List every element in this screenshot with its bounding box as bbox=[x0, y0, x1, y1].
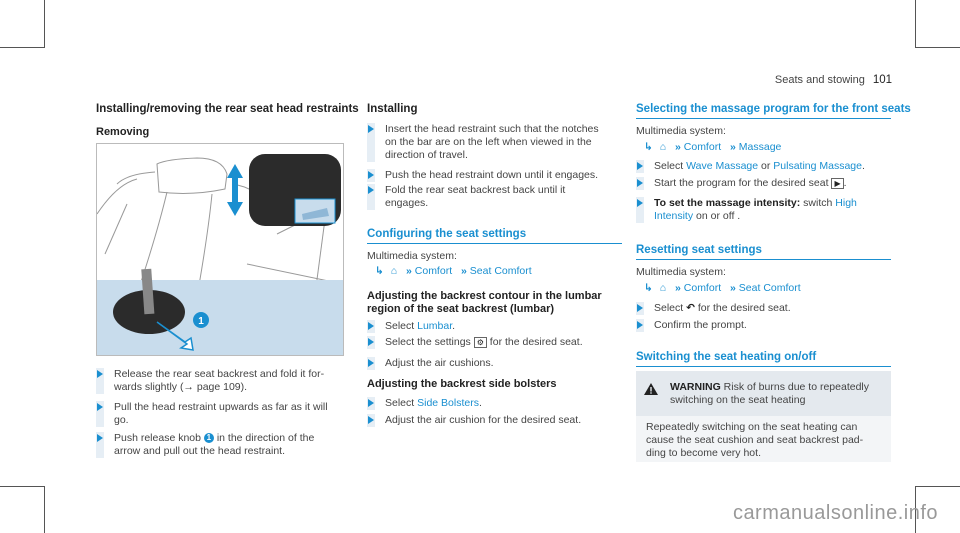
step-text: . bbox=[478, 397, 482, 409]
remove-step-3 bbox=[96, 432, 346, 458]
warning-body-line: cause the seat cushion and seat backrest pad- bbox=[646, 434, 864, 446]
reset-step-2 bbox=[636, 319, 891, 332]
step-arrow-icon bbox=[97, 370, 103, 378]
remove-step-1 bbox=[96, 368, 346, 394]
lumbar-step-3 bbox=[367, 357, 622, 370]
step-text: or bbox=[758, 160, 774, 172]
seat-drawing bbox=[97, 144, 343, 355]
step-text: Select bbox=[654, 302, 687, 314]
step-arrow-icon bbox=[97, 434, 103, 442]
nav-seat-comfort[interactable]: Seat Comfort bbox=[469, 265, 532, 277]
bolster-title: Adjusting the backrest side bolsters bbox=[367, 378, 557, 390]
massage-section-title: Selecting the massage program for the front seats bbox=[636, 103, 911, 115]
lumbar-step-1 bbox=[367, 320, 622, 333]
page-header bbox=[775, 74, 892, 86]
home-icon: ⌂ bbox=[390, 265, 398, 277]
step-arrow-icon bbox=[637, 162, 643, 170]
nav-enter-icon: ↳ bbox=[644, 141, 653, 153]
warning-line: switching on the seat heating bbox=[670, 394, 806, 406]
step-text: Push the head restraint down until it engages. bbox=[385, 169, 599, 181]
step-arrow-icon bbox=[637, 321, 643, 329]
heating-section-title: Switching the seat heating on/off bbox=[636, 351, 817, 363]
watermark: carmanualsonline.info bbox=[732, 502, 938, 524]
nav-path bbox=[644, 282, 801, 294]
warning-body-text bbox=[646, 421, 886, 460]
play-icon: ▶ bbox=[831, 178, 843, 189]
bolster-step-2 bbox=[367, 414, 622, 427]
nav-comfort[interactable]: Comfort bbox=[683, 141, 722, 153]
nav-path bbox=[375, 265, 532, 277]
massage-step-1 bbox=[636, 160, 891, 173]
nav-sep-icon: » bbox=[675, 141, 681, 153]
step-text: Confirm the prompt. bbox=[654, 319, 747, 331]
nav-seat-comfort[interactable]: Seat Comfort bbox=[738, 282, 801, 294]
step-text: Select bbox=[654, 160, 687, 172]
warning-label: WARNING bbox=[670, 381, 721, 393]
high-link[interactable]: High bbox=[835, 197, 857, 209]
nav-path bbox=[644, 141, 781, 153]
step-arrow-icon bbox=[637, 304, 643, 312]
step-text: Insert the head restraint such that the notches bbox=[385, 123, 599, 135]
nav-comfort[interactable]: Comfort bbox=[414, 265, 453, 277]
crop-mark bbox=[44, 0, 45, 48]
reset-icon: ↶ bbox=[686, 302, 695, 314]
lumbar-step-2 bbox=[367, 336, 622, 349]
massage-step-2 bbox=[636, 177, 891, 190]
nav-comfort[interactable]: Comfort bbox=[683, 282, 722, 294]
lumbar-title-line: region of the seat backrest (lumbar) bbox=[367, 303, 555, 315]
warning-body-line: Repeatedly switching on the seat heating can bbox=[646, 421, 858, 433]
step-text: Start the program for the desired seat bbox=[654, 177, 832, 189]
nav-sep-icon: » bbox=[406, 265, 412, 277]
step-text: Pull the head restraint upwards as far as it will bbox=[114, 401, 328, 413]
settings-icon: ⚙ bbox=[474, 337, 487, 348]
section-underline bbox=[367, 243, 622, 244]
crop-mark bbox=[915, 486, 960, 487]
remove-step-2 bbox=[96, 401, 346, 427]
warning-header bbox=[636, 371, 891, 416]
lumbar-title-line: Adjusting the backrest contour in the lumbar bbox=[367, 290, 602, 302]
step-text: Adjust the air cushions. bbox=[385, 357, 494, 369]
crop-mark bbox=[0, 47, 45, 48]
crop-mark bbox=[915, 0, 916, 48]
crop-mark bbox=[915, 47, 960, 48]
head-restraint-illustration bbox=[96, 143, 344, 356]
step-text: Push release knob bbox=[114, 432, 204, 444]
step-arrow-icon bbox=[97, 403, 103, 411]
nav-massage[interactable]: Massage bbox=[738, 141, 782, 153]
page-number: 101 bbox=[872, 74, 892, 86]
lumbar-link[interactable]: Lumbar bbox=[417, 320, 453, 332]
warning-body bbox=[636, 416, 891, 462]
step-arrow-icon bbox=[368, 359, 374, 367]
home-icon: ⌂ bbox=[659, 282, 667, 294]
subsection-title: Removing bbox=[96, 126, 150, 138]
crop-mark bbox=[0, 486, 45, 487]
nav-sep-icon: » bbox=[730, 282, 736, 294]
warning-text bbox=[670, 381, 890, 407]
step-arrow-icon bbox=[368, 416, 374, 424]
figure-callout-1: 1 bbox=[198, 316, 204, 327]
installing-title: Installing bbox=[367, 103, 418, 115]
step-arrow-icon bbox=[368, 399, 374, 407]
warning-body-line: ding to become very hot. bbox=[646, 447, 761, 459]
pulsating-massage-link[interactable]: Pulsating Massage bbox=[773, 160, 862, 172]
nav-sep-icon: » bbox=[675, 282, 681, 294]
step-text: Select the settings bbox=[385, 336, 474, 348]
step-text: arrow and pull out the head restraint. bbox=[114, 445, 286, 457]
massage-step-3 bbox=[636, 197, 891, 223]
bolster-step-1 bbox=[367, 397, 622, 410]
step-text: direction of travel. bbox=[385, 149, 468, 161]
reset-section-title: Resetting seat settings bbox=[636, 244, 762, 256]
step-text: in the direction of the bbox=[213, 432, 315, 444]
nav-sep-icon: » bbox=[461, 265, 467, 277]
intensity-link[interactable]: Intensity bbox=[654, 210, 694, 222]
step-text: Fold the rear seat backrest back until it bbox=[385, 184, 566, 196]
step-text: switch bbox=[800, 197, 836, 209]
section-underline bbox=[636, 366, 891, 367]
step-arrow-icon bbox=[368, 186, 374, 194]
wave-massage-link[interactable]: Wave Massage bbox=[686, 160, 759, 172]
step-text: engages. bbox=[385, 197, 429, 209]
side-bolsters-link[interactable]: Side Bolsters bbox=[417, 397, 479, 409]
config-section-title: Configuring the seat settings bbox=[367, 228, 527, 240]
step-arrow-icon bbox=[368, 338, 374, 346]
step-text: on the bar are on the left when viewed in the bbox=[385, 136, 592, 148]
section-underline bbox=[636, 118, 891, 119]
warning-triangle-icon bbox=[644, 383, 658, 395]
multimedia-label: Multimedia system: bbox=[636, 125, 726, 137]
callout-1-icon: 1 bbox=[204, 433, 214, 443]
step-arrow-icon bbox=[637, 199, 643, 207]
home-icon: ⌂ bbox=[659, 141, 667, 153]
install-step-3 bbox=[367, 184, 622, 210]
header-section: Seats and stowing bbox=[774, 74, 865, 86]
reset-step-1 bbox=[636, 302, 891, 315]
warning-line: Risk of burns due to repeatedly bbox=[720, 381, 870, 393]
multimedia-label: Multimedia system: bbox=[367, 250, 457, 262]
step-text: on or off . bbox=[693, 210, 741, 222]
step-text: Adjust the air cushion for the desired seat. bbox=[385, 414, 582, 426]
step-text: Select bbox=[385, 320, 418, 332]
multimedia-label: Multimedia system: bbox=[636, 266, 726, 278]
step-text: Select bbox=[385, 397, 418, 409]
nav-sep-icon: » bbox=[730, 141, 736, 153]
nav-enter-icon: ↳ bbox=[644, 282, 653, 294]
crop-mark bbox=[44, 486, 45, 533]
step-text-bold: To set the massage intensity: bbox=[654, 197, 801, 209]
section-underline bbox=[636, 259, 891, 260]
step-text: wards slightly (→ page 109). bbox=[114, 381, 248, 393]
step-text: . bbox=[843, 177, 847, 189]
section-title: Installing/removing the rear seat head restraints bbox=[96, 103, 359, 115]
step-text: . bbox=[861, 160, 865, 172]
step-text: Release the rear seat backrest and fold it for- bbox=[114, 368, 325, 380]
step-text: go. bbox=[114, 414, 129, 426]
step-text: for the desired seat. bbox=[694, 302, 791, 314]
lumbar-title bbox=[367, 290, 602, 316]
install-step-2 bbox=[367, 169, 622, 182]
step-text: . bbox=[452, 320, 456, 332]
step-arrow-icon bbox=[368, 125, 374, 133]
step-arrow-icon bbox=[637, 179, 643, 187]
step-arrow-icon bbox=[368, 171, 374, 179]
nav-enter-icon: ↳ bbox=[375, 265, 384, 277]
install-step-1 bbox=[367, 123, 622, 162]
step-text: for the desired seat. bbox=[486, 336, 583, 348]
step-arrow-icon bbox=[368, 322, 374, 330]
